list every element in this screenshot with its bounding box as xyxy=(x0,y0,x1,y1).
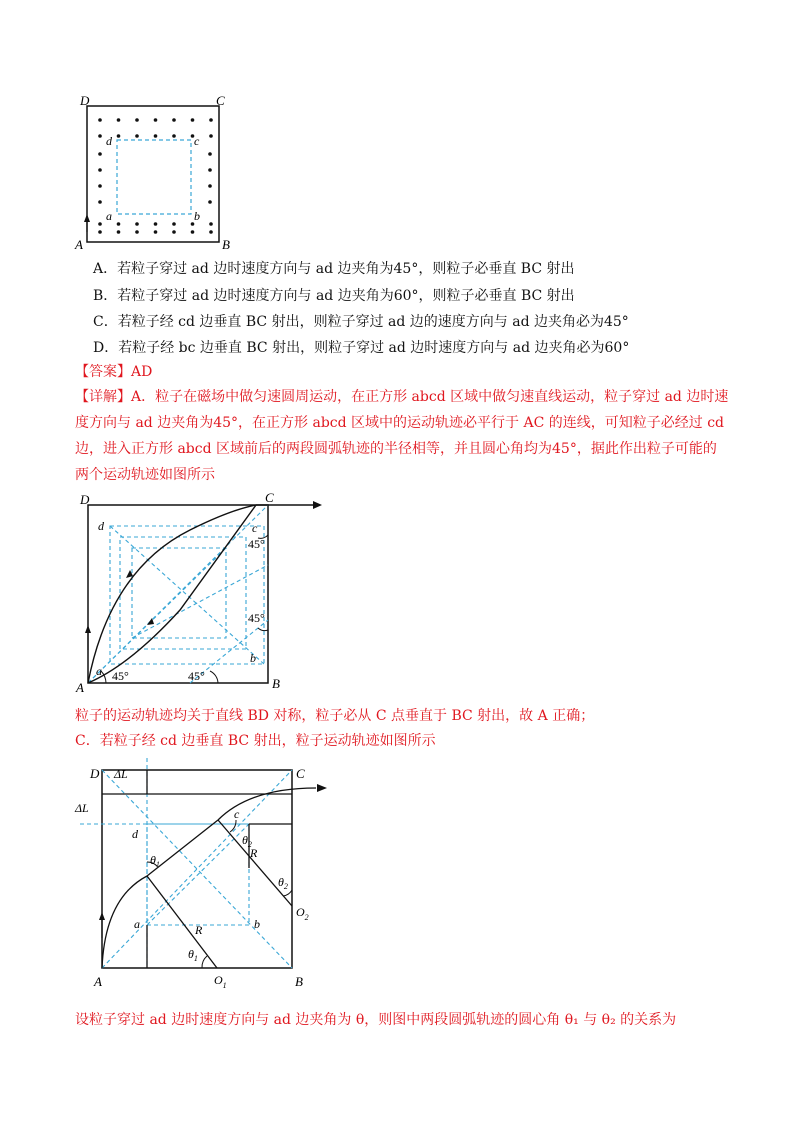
field-dot xyxy=(98,118,102,122)
field-dot xyxy=(154,230,158,234)
angle-label-4: 45° xyxy=(248,611,265,625)
option-b: B．若粒子穿过 ad 边时速度方向与 ad 边夹角为60°，则粒子必垂直 BC 射出 xyxy=(93,288,575,304)
answer-line xyxy=(75,363,152,381)
inner-a-label: a xyxy=(134,917,140,931)
field-dot xyxy=(209,230,213,234)
field-dot xyxy=(208,184,212,188)
corner-B-label: B xyxy=(222,237,230,252)
corner-A-label: A xyxy=(76,680,84,695)
field-dot xyxy=(172,134,176,138)
figure-3-diagram xyxy=(70,758,340,998)
field-dot xyxy=(209,222,213,226)
radius-label-1: R xyxy=(195,923,203,937)
field-dot xyxy=(98,134,102,138)
angle-label-3: 45° xyxy=(248,537,265,551)
field-dot xyxy=(98,230,102,234)
field-dot xyxy=(208,168,212,172)
field-dot xyxy=(135,134,139,138)
field-dot xyxy=(117,118,121,122)
inner-d-label: d xyxy=(98,519,104,533)
field-dot xyxy=(135,222,139,226)
inner-b-label: b xyxy=(194,209,200,223)
corner-B-label: B xyxy=(295,974,303,989)
field-dot xyxy=(172,222,176,226)
field-dot xyxy=(117,222,121,226)
delta-l-left: ΔL xyxy=(75,801,89,815)
field-dot xyxy=(135,118,139,122)
option-d: D．若粒子经 bc 边垂直 BC 射出，则粒子穿过 ad 边时速度方向与 ad 边夹角必为60° xyxy=(93,340,630,356)
inner-c-label: c xyxy=(252,521,258,535)
field-dot xyxy=(154,134,158,138)
angle-label-2: 45° xyxy=(188,669,205,683)
corner-A-label: A xyxy=(94,974,102,989)
field-dot xyxy=(117,134,121,138)
analysis-text: A．粒子在磁场中做匀速圆周运动，在正方形 abcd 区域中做匀速直线运动，粒子穿过 ad 边时速度方向与 ad 边夹角为45°，在正方形 abcd 区域中的运动轨迹必平行于 AC 的连线，可知粒子必经过 cd 边，进入正方形 abcd 区域前后的两段圆弧轨迹的半径相等，并且圆心角均为45°，据此作出粒子可能的两个运动轨迹如图所示 xyxy=(75,389,729,483)
field-dot xyxy=(98,200,102,204)
answer-label: 【答案】 xyxy=(75,364,131,380)
final-line: 设粒子穿过 ad 边时速度方向与 ad 边夹角为 θ，则图中两段圆弧轨迹的圆心角 θ₁ 与 θ₂ 的关系为 xyxy=(75,1012,677,1028)
field-dot xyxy=(208,152,212,156)
theta1-upper: $\theta_1$ xyxy=(150,853,160,869)
theta2-right: $\theta_2$ xyxy=(278,875,288,891)
field-dot xyxy=(209,118,213,122)
radius-label-2: R xyxy=(250,846,258,860)
corner-D-label: D xyxy=(90,766,100,781)
inner-c-label: c xyxy=(234,807,240,821)
theta2-upper: $\theta_2$ xyxy=(242,833,252,849)
o2-label: $O_2$ xyxy=(296,905,309,922)
figure-2-diagram xyxy=(70,490,330,695)
angle-label-1: 45° xyxy=(112,669,129,683)
conclusion-a: 粒子的运动轨迹均关于直线 BD 对称，粒子必从 C 点垂直于 BC 射出，故 A 正确； xyxy=(75,708,595,724)
analysis-label: 【详解】 xyxy=(75,389,131,405)
theta1-lower: $\theta_1$ xyxy=(188,947,198,963)
inner-d-label: d xyxy=(106,134,112,148)
o1-label: $O_1$ xyxy=(214,973,227,990)
field-dot xyxy=(98,168,102,172)
inner-b-label: b xyxy=(250,651,256,665)
field-dot xyxy=(98,222,102,226)
corner-C-label: C xyxy=(216,93,225,108)
intro-c: C．若粒子经 cd 边垂直 BC 射出，粒子运动轨迹如图所示 xyxy=(75,733,436,749)
delta-l-top: ΔL xyxy=(114,767,128,781)
field-dot xyxy=(154,222,158,226)
field-dot xyxy=(172,230,176,234)
inner-d-label: d xyxy=(132,827,138,841)
field-dot xyxy=(98,152,102,156)
field-dot xyxy=(117,230,121,234)
inner-c-label: c xyxy=(194,134,200,148)
analysis-paragraph xyxy=(75,384,730,488)
field-dot xyxy=(209,134,213,138)
corner-D-label: D xyxy=(80,93,90,108)
field-dot xyxy=(191,118,195,122)
corner-B-label: B xyxy=(272,676,280,691)
inner-a-label: a xyxy=(96,664,102,678)
figure-1-diagram xyxy=(70,92,240,252)
corner-C-label: C xyxy=(296,766,305,781)
inner-a-label: a xyxy=(106,209,112,223)
answer-value: AD xyxy=(131,364,153,380)
option-a: A．若粒子穿过 ad 边时速度方向与 ad 边夹角为45°，则粒子必垂直 BC 射出 xyxy=(93,261,575,277)
field-dot xyxy=(208,200,212,204)
inner-b-label: b xyxy=(254,917,260,931)
corner-A-label: A xyxy=(75,237,83,252)
field-dot xyxy=(191,230,195,234)
corner-D-label: D xyxy=(80,492,90,507)
field-dot xyxy=(172,118,176,122)
field-dot xyxy=(98,184,102,188)
option-c: C．若粒子经 cd 边垂直 BC 射出，则粒子穿过 ad 边的速度方向与 ad 边夹角必为45° xyxy=(93,314,629,330)
field-dot xyxy=(135,230,139,234)
field-dot xyxy=(154,118,158,122)
corner-C-label: C xyxy=(265,490,274,505)
